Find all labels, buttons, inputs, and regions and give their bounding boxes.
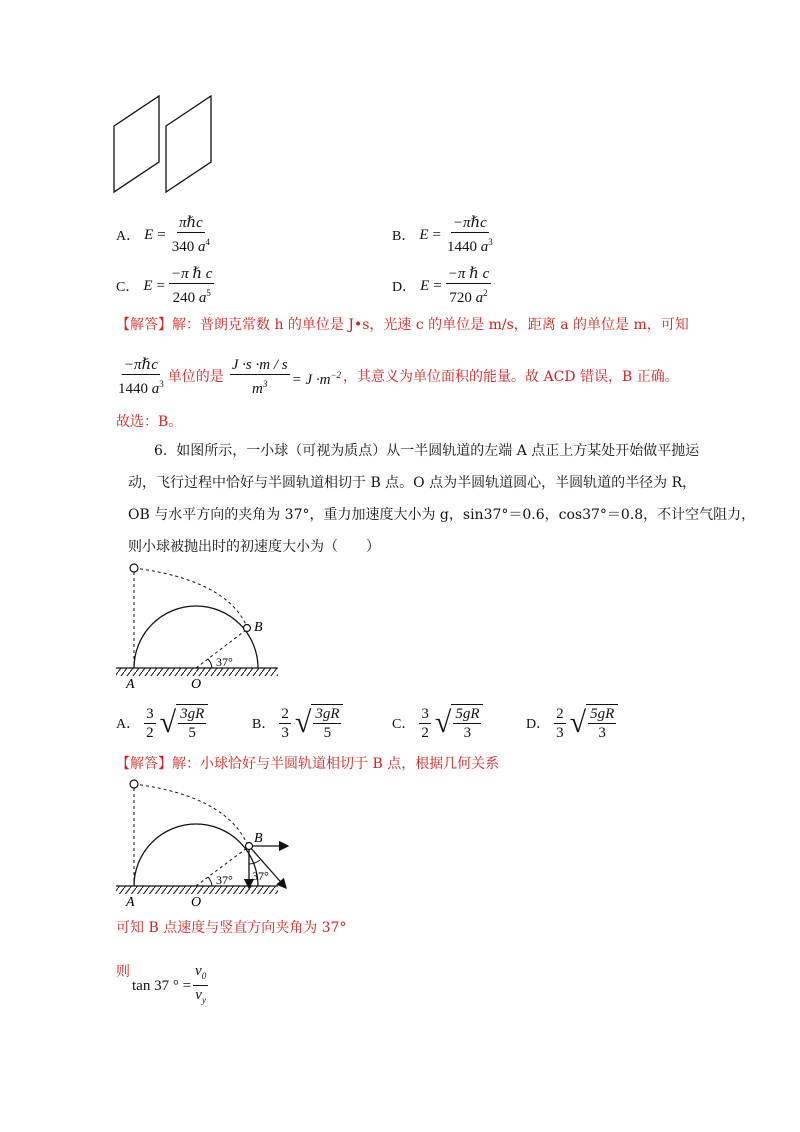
answer1-choice: 故选：B。 <box>116 414 183 430</box>
label-angle-2: 37° <box>216 873 233 887</box>
label-a: A <box>126 677 135 692</box>
velocity-figure <box>112 776 302 910</box>
semicircle-track <box>134 606 258 668</box>
answer2-tan-fraction: $\frac{v_0}{v_y}$ <box>195 963 207 1005</box>
question6-line4: 则小球被抛出时的初速度大小为（ ） <box>128 539 380 555</box>
q6-option-c: C． $\frac{3}{2}$ √ $\frac{5gR}{3}$ <box>392 704 483 742</box>
point-b <box>244 625 251 632</box>
answer2-tag: 【解答】 <box>116 756 172 772</box>
option-d: D． E = $\frac{\text{−π ℏ c}}{720 a^2}$ <box>392 266 490 306</box>
answer1-text: 解：普朗克常数 h 的单位是 J•s，光速 c 的单位是 m/s，距离 a 的单位是 m，可知 <box>172 317 689 333</box>
ground-hatch-2 <box>116 886 278 894</box>
answer1-tag: 【解答】 <box>116 317 172 333</box>
answer2-conclusion: 可知 B 点速度与竖直方向夹角为 37° <box>116 920 347 936</box>
angle-arc-b <box>249 860 260 864</box>
label-o: O <box>191 677 202 692</box>
option-c: C． E = $\frac{\text{−π ℏ c}}{240 a^5}$ <box>116 266 213 306</box>
angle-arc <box>208 659 212 668</box>
plate-right <box>166 96 211 192</box>
q6-option-c-sqrt: √ $\frac{5gR}{3}$ <box>435 704 484 742</box>
option-c-fraction: $\frac{\text{−π ℏ c}}{240 a^5}$ <box>170 266 213 306</box>
question6-line2: 动，飞行过程中恰好与半圆轨道相切于 B 点。O 点为半圆轨道圆心，半圆轨道的半径为 R， <box>128 475 697 491</box>
angle-arc-2 <box>208 877 212 886</box>
answer1-line2: $\frac{\text{−πℏc}}{1440 a^3}$ 单位的是 $\frac{J \cdot s \cdot m / s}{m^3}$ = $J \cdot m^{-2}$ ，其意义为单位面积的能量。故 ACD 错误，B 正确。 <box>118 357 679 397</box>
ball-start-2 <box>130 780 138 788</box>
q6-option-b-sqrt: √ $\frac{3gR}{5}$ <box>295 704 344 742</box>
answer2-tan-line: 则 tan 37 ° = $\frac{v_0}{v_y}$ <box>116 962 208 1009</box>
option-a: A． E = $\frac{\text{πℏc}}{340 a^4}$ <box>116 215 211 255</box>
option-b: B． E = $\frac{\text{−πℏc}}{1440 a^3}$ <box>392 215 493 255</box>
option-a-fraction: $\frac{\text{πℏc}}{340 a^4}$ <box>171 215 211 255</box>
trajectory-dashed <box>134 568 247 627</box>
question6-line3: OB 与水平方向的夹角为 37°，重力加速度大小为 g，sin37°＝0.6，cos37°＝0.8，不计空气阻力， <box>128 507 756 523</box>
answer2-text: 解：小球恰好与半圆轨道相切于 B 点，根据几何关系 <box>172 756 500 772</box>
semicircle-track-2 <box>134 824 258 886</box>
answer1-fraction: $\frac{\text{−πℏc}}{1440 a^3}$ <box>118 357 164 397</box>
label-b: B <box>254 620 263 635</box>
label-angle-b: 37° <box>252 869 269 883</box>
answer2-line1 <box>116 754 499 774</box>
question6-line1: 6. 如图所示，一小球（可视为质点）从一半圆轨道的左端 A 点正上方某处开始做平抛运 <box>154 443 700 459</box>
plate-left <box>114 96 159 192</box>
parallel-plates-figure <box>108 92 228 196</box>
q6-option-d-sqrt: √ $\frac{5gR}{3}$ <box>570 704 619 742</box>
q6-option-a: A． $\frac{3}{2}$ √ $\frac{3gR}{5}$ <box>116 704 208 742</box>
option-b-fraction: $\frac{\text{−πℏc}}{1440 a^3}$ <box>446 215 493 255</box>
label-b-2: B <box>254 831 263 846</box>
q6-option-a-sqrt: √ $\frac{3gR}{5}$ <box>160 704 209 742</box>
answer1-line1 <box>116 315 689 335</box>
trajectory-dashed-2 <box>134 784 248 846</box>
answer1-unit-fraction: $\frac{J \cdot s \cdot m / s}{m^3}$ <box>231 357 288 397</box>
q6-option-b: B． $\frac{2}{3}$ √ $\frac{3gR}{5}$ <box>252 704 343 742</box>
label-angle: 37° <box>216 655 233 669</box>
q6-option-d: D． $\frac{2}{3}$ √ $\frac{5gR}{3}$ <box>526 704 618 742</box>
ground-hatch <box>116 668 278 676</box>
point-b-2 <box>246 843 253 850</box>
ball-start <box>130 564 138 572</box>
label-o-2: O <box>191 895 202 910</box>
semicircle-figure <box>112 560 282 692</box>
option-d-fraction: $\frac{\text{−π ℏ c}}{720 a^2}$ <box>447 266 490 306</box>
label-a-2: A <box>126 895 135 910</box>
